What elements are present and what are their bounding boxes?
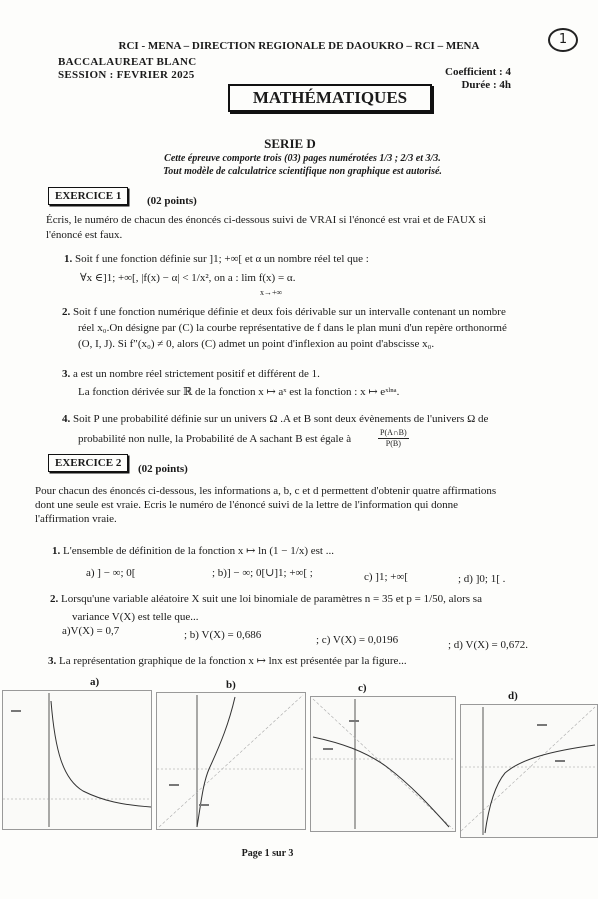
ex2-q1 <box>52 544 334 558</box>
curve <box>51 701 151 807</box>
exam-title: BACCALAUREAT BLANC <box>58 56 197 68</box>
coefficient: Coefficient : 4 <box>445 66 511 78</box>
exam-note-2: Tout modèle de calculatrice scientifique non graphique est autorisé. <box>163 166 442 177</box>
ex1-item-2-line-2: réel x₀.On désigne par (C) la courbe représentative de f dans le plan muni d'un repère orthonormé <box>78 322 507 334</box>
ex1-item-1 <box>64 252 369 266</box>
figure-a-graph <box>3 691 151 829</box>
session: SESSION : FEVRIER 2025 <box>58 69 195 81</box>
ex1-item-4-line-1: Soit P une probabilité définie sur un univers Ω .A et B sont deux évènements de l'univers Ω de <box>73 413 489 425</box>
fig-c-label: c) <box>358 682 367 694</box>
ex1-item-1-num: 1. <box>64 253 73 265</box>
exam-note-1: Cette épreuve comporte trois (03) pages numérotées 1/3 ; 2/3 et 3/3. <box>164 153 441 164</box>
ex2-q2-c: ; c) V(X) = 0,0196 <box>316 634 399 646</box>
ex2-q3-num: 3. <box>48 655 57 667</box>
ex2-q2-b: ; b) V(X) = 0,686 <box>184 629 262 641</box>
ex2-q3 <box>48 654 407 668</box>
ex1-item-1-line-2: ∀x ∈]1; +∞[, |f(x) − α| < 1/x², on a : lim f(x) = α. <box>80 272 296 284</box>
exercice-1-points: (02 points) <box>147 195 197 207</box>
ex1-item-4 <box>62 412 488 426</box>
ex2-q1-b: ; b)] − ∞; 0[∪]1; +∞[ ; <box>212 567 313 579</box>
figure-a <box>2 690 152 830</box>
fraction-denominator: P(B) <box>385 439 401 448</box>
ex2-q1-text: L'ensemble de définition de la fonction x ↦ ln (1 − 1/x) est ... <box>63 545 334 557</box>
exercice-1-intro-2: l'énoncé est faux. <box>46 229 123 241</box>
ex1-item-1-limit-sub: x→+∞ <box>260 288 283 297</box>
ex2-q1-d: ; d) ]0; 1[ . <box>458 573 506 585</box>
exercice-2-intro-2: dont une seule est vraie. Ecris le numéro de l'énoncé suivi de la lettre de l'information qui donne <box>35 499 459 511</box>
exam-meta <box>445 66 511 92</box>
figure-b <box>156 692 306 830</box>
ex2-q3-text: La représentation graphique de la fonction x ↦ lnx est présentée par la figure... <box>59 655 407 667</box>
ex1-item-3 <box>62 367 320 381</box>
figure-d <box>460 704 598 838</box>
subject-title: MATHÉMATIQUES <box>228 84 432 112</box>
fig-d-label: d) <box>508 690 518 702</box>
ex2-q2-text: Lorsqu'une variable aléatoire X suit une loi binomiale de paramètres n = 35 et p = 1/50, alors sa <box>61 593 482 605</box>
ex1-item-3-num: 3. <box>62 368 71 380</box>
fraction-numerator: P(A∩B) <box>380 428 407 437</box>
curve <box>197 697 235 827</box>
exercice-2-intro-3: l'affirmation vraie. <box>35 513 117 525</box>
figure-c-graph <box>311 697 455 831</box>
exercice-1-label: EXERCICE 1 <box>48 187 128 205</box>
ex2-q1-c: c) ]1; +∞[ <box>364 571 408 583</box>
ex2-q2-a: a)V(X) = 0,7 <box>62 625 120 637</box>
diagonal <box>461 707 595 831</box>
duree: Durée : 4h <box>461 79 511 91</box>
figure-c <box>310 696 456 832</box>
diagonal <box>159 695 303 827</box>
ex1-item-3-line-1: a est un nombre réel strictement positif et différent de 1. <box>73 368 320 380</box>
exercice-2-intro-1: Pour chacun des énoncés ci-dessous, les informations a, b, c et d permettent d'obtenir quatre affirmations <box>35 485 497 497</box>
exercice-1-intro-1: Écris, le numéro de chacun des énoncés ci-dessous suivi de VRAI si l'énoncé est vrai et de FAUX si <box>46 214 486 226</box>
fig-a-label: a) <box>90 676 100 688</box>
region-line: RCI - MENA – DIRECTION REGIONALE DE DAOUKRO – RCI – MENA <box>118 40 480 52</box>
ex1-item-2-line-3: (O, I, J). Si f″(x₀) ≠ 0, alors (C) admet un point d'inflexion au point d'abscisse x₀. <box>78 338 435 350</box>
ex2-q1-a: a) ] − ∞; 0[ <box>86 567 136 579</box>
ex1-item-2-line-1: Soit f une fonction numérique définie et deux fois dérivable sur un intervalle contenant un nombre <box>73 306 506 318</box>
page-number-circle: 1 <box>548 28 578 52</box>
exercice-2-points: (02 points) <box>138 463 188 475</box>
ex1-item-2-num: 2. <box>62 306 71 318</box>
ex2-q2 <box>50 592 482 606</box>
ex1-item-4-fraction <box>378 428 409 449</box>
ex1-item-3-line-2: La fonction dérivée sur ℝ de la fonction x ↦ aˣ est la fonction : x ↦ eˣˡⁿᵃ. <box>78 386 400 398</box>
ex2-q1-num: 1. <box>52 545 61 557</box>
ex1-item-2 <box>62 305 506 319</box>
ex2-q2-num: 2. <box>50 593 59 605</box>
figure-d-graph <box>461 705 597 837</box>
fig-b-label: b) <box>226 679 236 691</box>
exercice-2-label: EXERCICE 2 <box>48 454 128 472</box>
curve <box>313 737 449 827</box>
serie-title: SERIE D <box>264 136 316 151</box>
page-footer: Page 1 sur 3 <box>241 848 294 859</box>
ex1-item-1-line-1: Soit f une fonction définie sur ]1; +∞[ et α un nombre réel tel que : <box>75 253 369 265</box>
ex1-item-4-line-2: probabilité non nulle, la Probabilité de A sachant B est égale à <box>78 433 352 445</box>
exam-header <box>58 56 197 82</box>
ex1-item-4-num: 4. <box>62 413 71 425</box>
ex2-q2-text-2: variance V(X) est telle que... <box>72 611 199 623</box>
figure-b-graph <box>157 693 305 829</box>
ex2-q2-d: ; d) V(X) = 0,672. <box>448 639 528 651</box>
